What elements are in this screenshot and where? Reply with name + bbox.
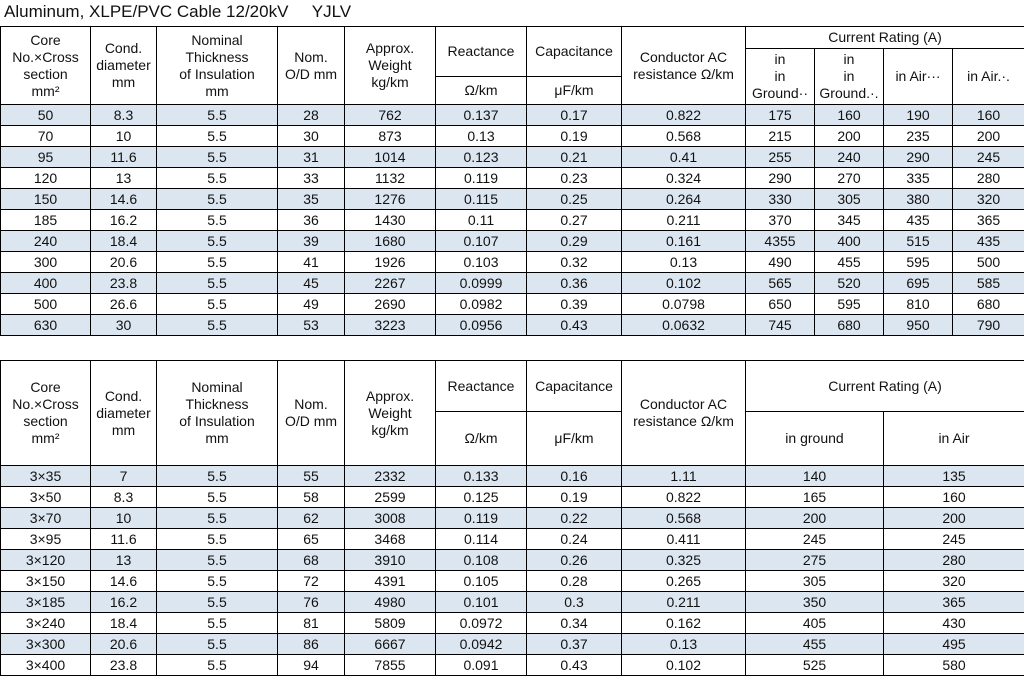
table-cell: 370 (746, 210, 815, 231)
table-row (1, 231, 1024, 252)
table-cell: 240 (815, 147, 884, 168)
table-cell: 1276 (345, 189, 436, 210)
table-cell: 3×300 (1, 634, 91, 655)
header-reactance: Reactance (436, 361, 527, 412)
table-cell: 0.822 (622, 487, 746, 508)
table-cell: 3223 (345, 315, 436, 336)
table-row (1, 315, 1024, 336)
header-current-rating: Current Rating (A) (746, 361, 1024, 412)
table-cell: 3×400 (1, 655, 91, 676)
table-cell: 18.4 (91, 231, 157, 252)
table-cell: 245 (953, 147, 1024, 168)
table-cell: 255 (746, 147, 815, 168)
table-cell: 5.5 (157, 487, 278, 508)
table-cell: 0.211 (622, 592, 746, 613)
header-in-ground-2: in in Ground.·. (815, 49, 884, 105)
header-resistance: Conductor AC resistance Ω/km (622, 27, 746, 105)
table-cell: 365 (884, 592, 1024, 613)
table-cell: 5.5 (157, 147, 278, 168)
table-cell: 0.324 (622, 168, 746, 189)
table-cell: 0.137 (436, 105, 527, 126)
table-cell: 10 (91, 508, 157, 529)
table-cell: 280 (953, 168, 1024, 189)
table-cell: 3×240 (1, 613, 91, 634)
table-cell: 0.28 (527, 571, 622, 592)
table-cell: 39 (278, 231, 345, 252)
table-cell: 1680 (345, 231, 436, 252)
header-capacitance-unit: μF/km (527, 412, 622, 466)
table-cell: 0.43 (527, 655, 622, 676)
table-cell: 140 (746, 466, 884, 487)
table-cell: 680 (815, 315, 884, 336)
table-cell: 3×35 (1, 466, 91, 487)
table-cell: 0.39 (527, 294, 622, 315)
header-reactance-unit: Ω/km (436, 77, 527, 105)
table-cell: 135 (884, 466, 1024, 487)
table-cell: 5.5 (157, 508, 278, 529)
table-cell: 0.0972 (436, 613, 527, 634)
header-reactance-unit: Ω/km (436, 412, 527, 466)
table-cell: 0.13 (622, 634, 746, 655)
table-cell: 2599 (345, 487, 436, 508)
table-cell: 0.105 (436, 571, 527, 592)
header-in-air: in Air (884, 412, 1024, 466)
table-cell: 200 (746, 508, 884, 529)
header-in-air-2: in Air.·. (953, 49, 1024, 105)
table-cell: 2690 (345, 294, 436, 315)
table-cell: 320 (884, 571, 1024, 592)
header-in-ground-1: in in Ground·· (746, 49, 815, 105)
table-cell: 0.133 (436, 466, 527, 487)
table-cell: 165 (746, 487, 884, 508)
table-cell: 23.8 (91, 655, 157, 676)
table-cell: 30 (278, 126, 345, 147)
table-cell: 0.211 (622, 210, 746, 231)
table-cell: 0.115 (436, 189, 527, 210)
table-cell: 790 (953, 315, 1024, 336)
table-cell: 305 (815, 189, 884, 210)
table-cell: 160 (815, 105, 884, 126)
table-cell: 0.568 (622, 508, 746, 529)
table-cell: 745 (746, 315, 815, 336)
table-cell: 2267 (345, 273, 436, 294)
table-cell: 5809 (345, 613, 436, 634)
table-cell: 0.17 (527, 105, 622, 126)
table-cell: 490 (746, 252, 815, 273)
table-row (1, 210, 1024, 231)
table-cell: 13 (91, 168, 157, 189)
table-cell: 1014 (345, 147, 436, 168)
table-cell: 0.162 (622, 613, 746, 634)
table-cell: 300 (1, 252, 91, 273)
table-cell: 345 (815, 210, 884, 231)
header-capacitance: Capacitance (527, 361, 622, 412)
header-od: Nom. O/D mm (278, 27, 345, 105)
table-cell: 0.26 (527, 550, 622, 571)
table-row (1, 189, 1024, 210)
table-cell: 31 (278, 147, 345, 168)
table-cell: 4355 (746, 231, 815, 252)
table-row (1, 273, 1024, 294)
table-cell: 695 (884, 273, 953, 294)
table-cell: 0.091 (436, 655, 527, 676)
table-cell: 950 (884, 315, 953, 336)
table-cell: 365 (953, 210, 1024, 231)
table-cell: 0.13 (436, 126, 527, 147)
table-cell: 873 (345, 126, 436, 147)
table-cell: 95 (1, 147, 91, 168)
table-row (1, 529, 1024, 550)
table-cell: 0.24 (527, 529, 622, 550)
table-cell: 3×185 (1, 592, 91, 613)
table-cell: 0.101 (436, 592, 527, 613)
table-row (1, 252, 1024, 273)
table-cell: 500 (1, 294, 91, 315)
table-cell: 435 (884, 210, 953, 231)
table-cell: 5.5 (157, 252, 278, 273)
table-cell: 215 (746, 126, 815, 147)
header-cond-diameter: Cond. diameter mm (91, 361, 157, 466)
table-cell: 190 (884, 105, 953, 126)
header-insulation: Nominal Thickness of Insulation mm (157, 361, 278, 466)
table-cell: 0.103 (436, 252, 527, 273)
table-cell: 70 (1, 126, 91, 147)
table-cell: 0.822 (622, 105, 746, 126)
table-cell: 3468 (345, 529, 436, 550)
header-weight: Approx. Weight kg/km (345, 361, 436, 466)
table-cell: 5.5 (157, 126, 278, 147)
table-cell: 5.5 (157, 210, 278, 231)
table-cell: 5.5 (157, 655, 278, 676)
table-cell: 3×50 (1, 487, 91, 508)
table-cell: 245 (746, 529, 884, 550)
header-core: Core No.×Cross section mm² (1, 361, 91, 466)
table-cell: 10 (91, 126, 157, 147)
table-cell: 595 (815, 294, 884, 315)
table-cell: 41 (278, 252, 345, 273)
table-row (1, 105, 1024, 126)
table-cell: 0.37 (527, 634, 622, 655)
table-cell: 525 (746, 655, 884, 676)
table-cell: 11.6 (91, 147, 157, 168)
table-row (1, 613, 1024, 634)
table-cell: 270 (815, 168, 884, 189)
header-current-rating: Current Rating (A) (746, 27, 1024, 49)
table-cell: 585 (953, 273, 1024, 294)
table-cell: 81 (278, 613, 345, 634)
table-cell: 0.34 (527, 613, 622, 634)
table-cell: 290 (746, 168, 815, 189)
table-cell: 20.6 (91, 252, 157, 273)
table-cell: 565 (746, 273, 815, 294)
table-cell: 400 (815, 231, 884, 252)
table-cell: 33 (278, 168, 345, 189)
table-cell: 0.0956 (436, 315, 527, 336)
table-cell: 4980 (345, 592, 436, 613)
table-cell: 6667 (345, 634, 436, 655)
table-cell: 3×70 (1, 508, 91, 529)
document-title: Aluminum, XLPE/PVC Cable 12/20kV YJLV (4, 0, 351, 24)
table-cell: 200 (953, 126, 1024, 147)
table-cell: 380 (884, 189, 953, 210)
table-cell: 8.3 (91, 105, 157, 126)
table-cell: 0.23 (527, 168, 622, 189)
table-cell: 0.0999 (436, 273, 527, 294)
table-cell: 0.36 (527, 273, 622, 294)
table-cell: 3×150 (1, 571, 91, 592)
table-cell: 175 (746, 105, 815, 126)
table-row (1, 126, 1024, 147)
table-row (1, 147, 1024, 168)
table-cell: 0.27 (527, 210, 622, 231)
table-cell: 430 (884, 613, 1024, 634)
table-cell: 0.411 (622, 529, 746, 550)
header-reactance: Reactance (436, 27, 527, 77)
table-cell: 14.6 (91, 189, 157, 210)
header-in-ground: in ground (746, 412, 884, 466)
table-cell: 580 (884, 655, 1024, 676)
table-cell: 5.5 (157, 571, 278, 592)
table-cell: 36 (278, 210, 345, 231)
table-cell: 8.3 (91, 487, 157, 508)
table-cell: 1132 (345, 168, 436, 189)
table-cell: 762 (345, 105, 436, 126)
table-cell: 1926 (345, 252, 436, 273)
table-cell: 435 (953, 231, 1024, 252)
table-row (1, 655, 1024, 676)
table-cell: 4391 (345, 571, 436, 592)
table-cell: 400 (1, 273, 91, 294)
table-cell: 26.6 (91, 294, 157, 315)
table-row (1, 592, 1024, 613)
header-core: Core No.×Cross section mm² (1, 27, 91, 105)
table-cell: 0.123 (436, 147, 527, 168)
table-row (1, 571, 1024, 592)
table-cell: 0.16 (527, 466, 622, 487)
table-cell: 68 (278, 550, 345, 571)
table-cell: 5.5 (157, 550, 278, 571)
table-cell: 0.0942 (436, 634, 527, 655)
table-cell: 0.0982 (436, 294, 527, 315)
table-cell: 520 (815, 273, 884, 294)
table-cell: 49 (278, 294, 345, 315)
table-cell: 18.4 (91, 613, 157, 634)
header-cond-diameter: Cond. diameter mm (91, 27, 157, 105)
table-cell: 53 (278, 315, 345, 336)
table-cell: 650 (746, 294, 815, 315)
table-cell: 20.6 (91, 634, 157, 655)
table-row (1, 508, 1024, 529)
table-cell: 16.2 (91, 210, 157, 231)
table-cell: 185 (1, 210, 91, 231)
table-cell: 150 (1, 189, 91, 210)
table-cell: 50 (1, 105, 91, 126)
table-row (1, 466, 1024, 487)
table-cell: 500 (953, 252, 1024, 273)
table-cell: 120 (1, 168, 91, 189)
header-od: Nom. O/D mm (278, 361, 345, 466)
table-cell: 455 (815, 252, 884, 273)
table-cell: 455 (746, 634, 884, 655)
header-weight: Approx. Weight kg/km (345, 27, 436, 105)
table-cell: 3910 (345, 550, 436, 571)
table-cell: 160 (884, 487, 1024, 508)
table-cell: 5.5 (157, 189, 278, 210)
table-cell: 495 (884, 634, 1024, 655)
table-cell: 350 (746, 592, 884, 613)
table-cell: 62 (278, 508, 345, 529)
table-cell: 5.5 (157, 529, 278, 550)
table-cell: 0.568 (622, 126, 746, 147)
table-cell: 0.21 (527, 147, 622, 168)
table-cell: 5.5 (157, 592, 278, 613)
header-capacitance: Capacitance (527, 27, 622, 77)
table-cell: 680 (953, 294, 1024, 315)
table-cell: 7 (91, 466, 157, 487)
table-cell: 280 (884, 550, 1024, 571)
table-cell: 595 (884, 252, 953, 273)
table-cell: 405 (746, 613, 884, 634)
table-cell: 35 (278, 189, 345, 210)
header-capacitance-unit: μF/km (527, 77, 622, 105)
table-cell: 240 (1, 231, 91, 252)
table-cell: 86 (278, 634, 345, 655)
table-cell: 5.5 (157, 273, 278, 294)
table-cell: 0.325 (622, 550, 746, 571)
table-cell: 5.5 (157, 315, 278, 336)
table-cell: 235 (884, 126, 953, 147)
table-cell: 0.19 (527, 487, 622, 508)
table-cell: 0.32 (527, 252, 622, 273)
table-row (1, 550, 1024, 571)
table-cell: 30 (91, 315, 157, 336)
table-cell: 2332 (345, 466, 436, 487)
table-cell: 5.5 (157, 294, 278, 315)
table-cell: 1430 (345, 210, 436, 231)
table-cell: 320 (953, 189, 1024, 210)
table-cell: 5.5 (157, 105, 278, 126)
table-cell: 5.5 (157, 634, 278, 655)
table-cell: 72 (278, 571, 345, 592)
table-cell: 76 (278, 592, 345, 613)
table-cell: 0.41 (622, 147, 746, 168)
table-cell: 810 (884, 294, 953, 315)
cable-table-single-core (0, 26, 1024, 336)
table-cell: 1.11 (622, 466, 746, 487)
table-cell: 0.29 (527, 231, 622, 252)
table-cell: 305 (746, 571, 884, 592)
table-cell: 0.11 (436, 210, 527, 231)
table-row (1, 168, 1024, 189)
table-cell: 200 (884, 508, 1024, 529)
table-cell: 0.22 (527, 508, 622, 529)
table-cell: 0.19 (527, 126, 622, 147)
table-cell: 16.2 (91, 592, 157, 613)
table-cell: 14.6 (91, 571, 157, 592)
table-cell: 3×95 (1, 529, 91, 550)
table-cell: 0.119 (436, 168, 527, 189)
table-cell: 0.125 (436, 487, 527, 508)
table-cell: 3008 (345, 508, 436, 529)
table-cell: 0.0632 (622, 315, 746, 336)
table-cell: 0.0798 (622, 294, 746, 315)
table-cell: 5.5 (157, 613, 278, 634)
table-cell: 515 (884, 231, 953, 252)
table-cell: 0.108 (436, 550, 527, 571)
table-cell: 45 (278, 273, 345, 294)
table-cell: 0.3 (527, 592, 622, 613)
table-cell: 0.102 (622, 273, 746, 294)
table-row (1, 294, 1024, 315)
table-cell: 55 (278, 466, 345, 487)
table-cell: 0.114 (436, 529, 527, 550)
table-cell: 335 (884, 168, 953, 189)
table-cell: 13 (91, 550, 157, 571)
table-cell: 275 (746, 550, 884, 571)
table-row (1, 487, 1024, 508)
header-insulation: Nominal Thickness of Insulation mm (157, 27, 278, 105)
table-cell: 0.43 (527, 315, 622, 336)
table-cell: 0.25 (527, 189, 622, 210)
table-cell: 94 (278, 655, 345, 676)
table-cell: 0.102 (622, 655, 746, 676)
table-cell: 330 (746, 189, 815, 210)
table-cell: 200 (815, 126, 884, 147)
table-cell: 0.13 (622, 252, 746, 273)
table-cell: 5.5 (157, 168, 278, 189)
table-cell: 245 (884, 529, 1024, 550)
table-cell: 160 (953, 105, 1024, 126)
table-cell: 0.264 (622, 189, 746, 210)
table-cell: 5.5 (157, 466, 278, 487)
header-resistance: Conductor AC resistance Ω/km (622, 361, 746, 466)
table-cell: 58 (278, 487, 345, 508)
table-cell: 11.6 (91, 529, 157, 550)
header-in-air-1: in Air··· (884, 49, 953, 105)
table-cell: 23.8 (91, 273, 157, 294)
table-cell: 7855 (345, 655, 436, 676)
table-cell: 5.5 (157, 231, 278, 252)
table-cell: 3×120 (1, 550, 91, 571)
table-cell: 0.265 (622, 571, 746, 592)
cable-table-three-core (0, 360, 1024, 676)
table-cell: 630 (1, 315, 91, 336)
table-cell: 0.107 (436, 231, 527, 252)
table-cell: 0.119 (436, 508, 527, 529)
table-row (1, 634, 1024, 655)
table-cell: 0.161 (622, 231, 746, 252)
table-cell: 290 (884, 147, 953, 168)
table-cell: 28 (278, 105, 345, 126)
table-cell: 65 (278, 529, 345, 550)
